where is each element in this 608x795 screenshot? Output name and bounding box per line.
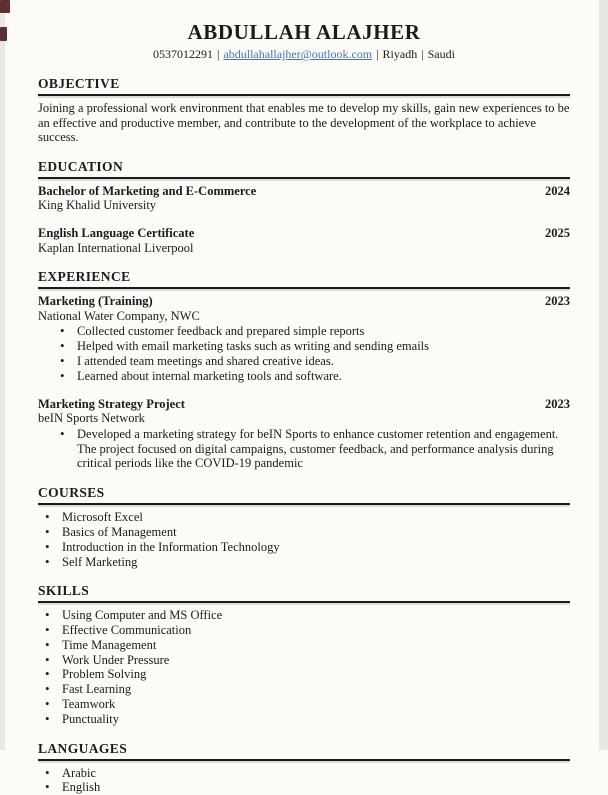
- resume-name: ABDULLAH ALAJHER: [187, 20, 421, 44]
- section-objective: [38, 75, 570, 145]
- job-year: 2023: [545, 396, 570, 411]
- experience-entry: [38, 294, 570, 383]
- education-entry: [38, 226, 570, 255]
- company-name: National Water Company, NWC: [38, 308, 200, 323]
- company-name: beIN Sports Network: [38, 411, 145, 426]
- courses-list: [38, 510, 570, 569]
- education-entry: [38, 184, 570, 213]
- location-city: Riyadh: [382, 47, 418, 61]
- objective-text: Joining a professional work environment that enables me to develop my skills, gain new experiences to be an effective and productive member, and contribute to the development of the workplace to achieve success.: [38, 101, 570, 145]
- email-link[interactable]: abdullahallajher@outlook.com: [223, 47, 373, 61]
- bullet-item: • Collected customer feedback and prepared simple reports: [60, 324, 570, 339]
- skill-item: • Fast Learning: [45, 682, 570, 697]
- job-bullet-list: [38, 324, 570, 383]
- languages-list: [38, 766, 570, 795]
- phone-number: 0537012291: [153, 47, 214, 61]
- skill-item: • Punctuality: [45, 712, 570, 727]
- bullet-item: • Developed a marketing strategy for beIN Sports to enhance customer retention and engagement. The project focused on digital campaigns, customer feedback, and performance analysis during critical periods like the COVID-19 pandemic: [60, 427, 570, 471]
- job-title: Marketing (Training): [38, 294, 153, 309]
- degree-year: 2025: [545, 225, 570, 240]
- bullet-item: • I attended team meetings and shared creative ideas.: [60, 354, 570, 369]
- section-education: [38, 158, 570, 255]
- language-item: • English: [45, 780, 570, 795]
- degree-year: 2024: [545, 183, 570, 198]
- skill-item: • Using Computer and MS Office: [45, 608, 570, 623]
- contact-separator: |: [421, 47, 424, 61]
- contact-line: [38, 46, 570, 62]
- section-languages: [38, 740, 570, 795]
- education-heading: EDUCATION: [38, 158, 570, 179]
- experience-heading: EXPERIENCE: [38, 268, 570, 289]
- bullet-item: • Learned about internal marketing tools and software.: [60, 369, 570, 384]
- section-experience: [38, 268, 570, 471]
- institution-name: King Khalid University: [38, 198, 157, 213]
- bullet-item: • Helped with email marketing tasks such as writing and sending emails: [60, 339, 570, 354]
- objective-heading: OBJECTIVE: [38, 75, 570, 96]
- skill-item: • Work Under Pressure: [45, 653, 570, 668]
- experience-entry: [38, 397, 570, 472]
- contact-separator: |: [376, 47, 379, 61]
- section-skills: [38, 582, 570, 726]
- degree-title: Bachelor of Marketing and E-Commerce: [38, 183, 257, 198]
- language-item: • Arabic: [45, 766, 570, 781]
- skills-heading: SKILLS: [38, 582, 570, 603]
- languages-heading: LANGUAGES: [38, 740, 570, 761]
- courses-heading: COURSES: [38, 484, 570, 505]
- skill-item: • Time Management: [45, 638, 570, 653]
- skill-item: • Teamwork: [45, 697, 570, 712]
- skills-list: [38, 608, 570, 726]
- course-item: • Introduction in the Information Technology: [45, 540, 570, 555]
- location-country: Saudi: [427, 47, 455, 61]
- job-title: Marketing Strategy Project: [38, 396, 185, 411]
- skill-item: • Problem Solving: [45, 667, 570, 682]
- contact-separator: |: [217, 47, 220, 61]
- course-item: • Basics of Management: [45, 525, 570, 540]
- skill-item: • Effective Communication: [45, 623, 570, 638]
- section-courses: [38, 484, 570, 569]
- institution-name: Kaplan International Liverpool: [38, 240, 194, 255]
- job-bullet-list: [38, 427, 570, 471]
- degree-title: English Language Certificate: [38, 225, 195, 240]
- job-year: 2023: [545, 294, 570, 309]
- course-item: • Self Marketing: [45, 555, 570, 570]
- course-item: • Microsoft Excel: [45, 510, 570, 525]
